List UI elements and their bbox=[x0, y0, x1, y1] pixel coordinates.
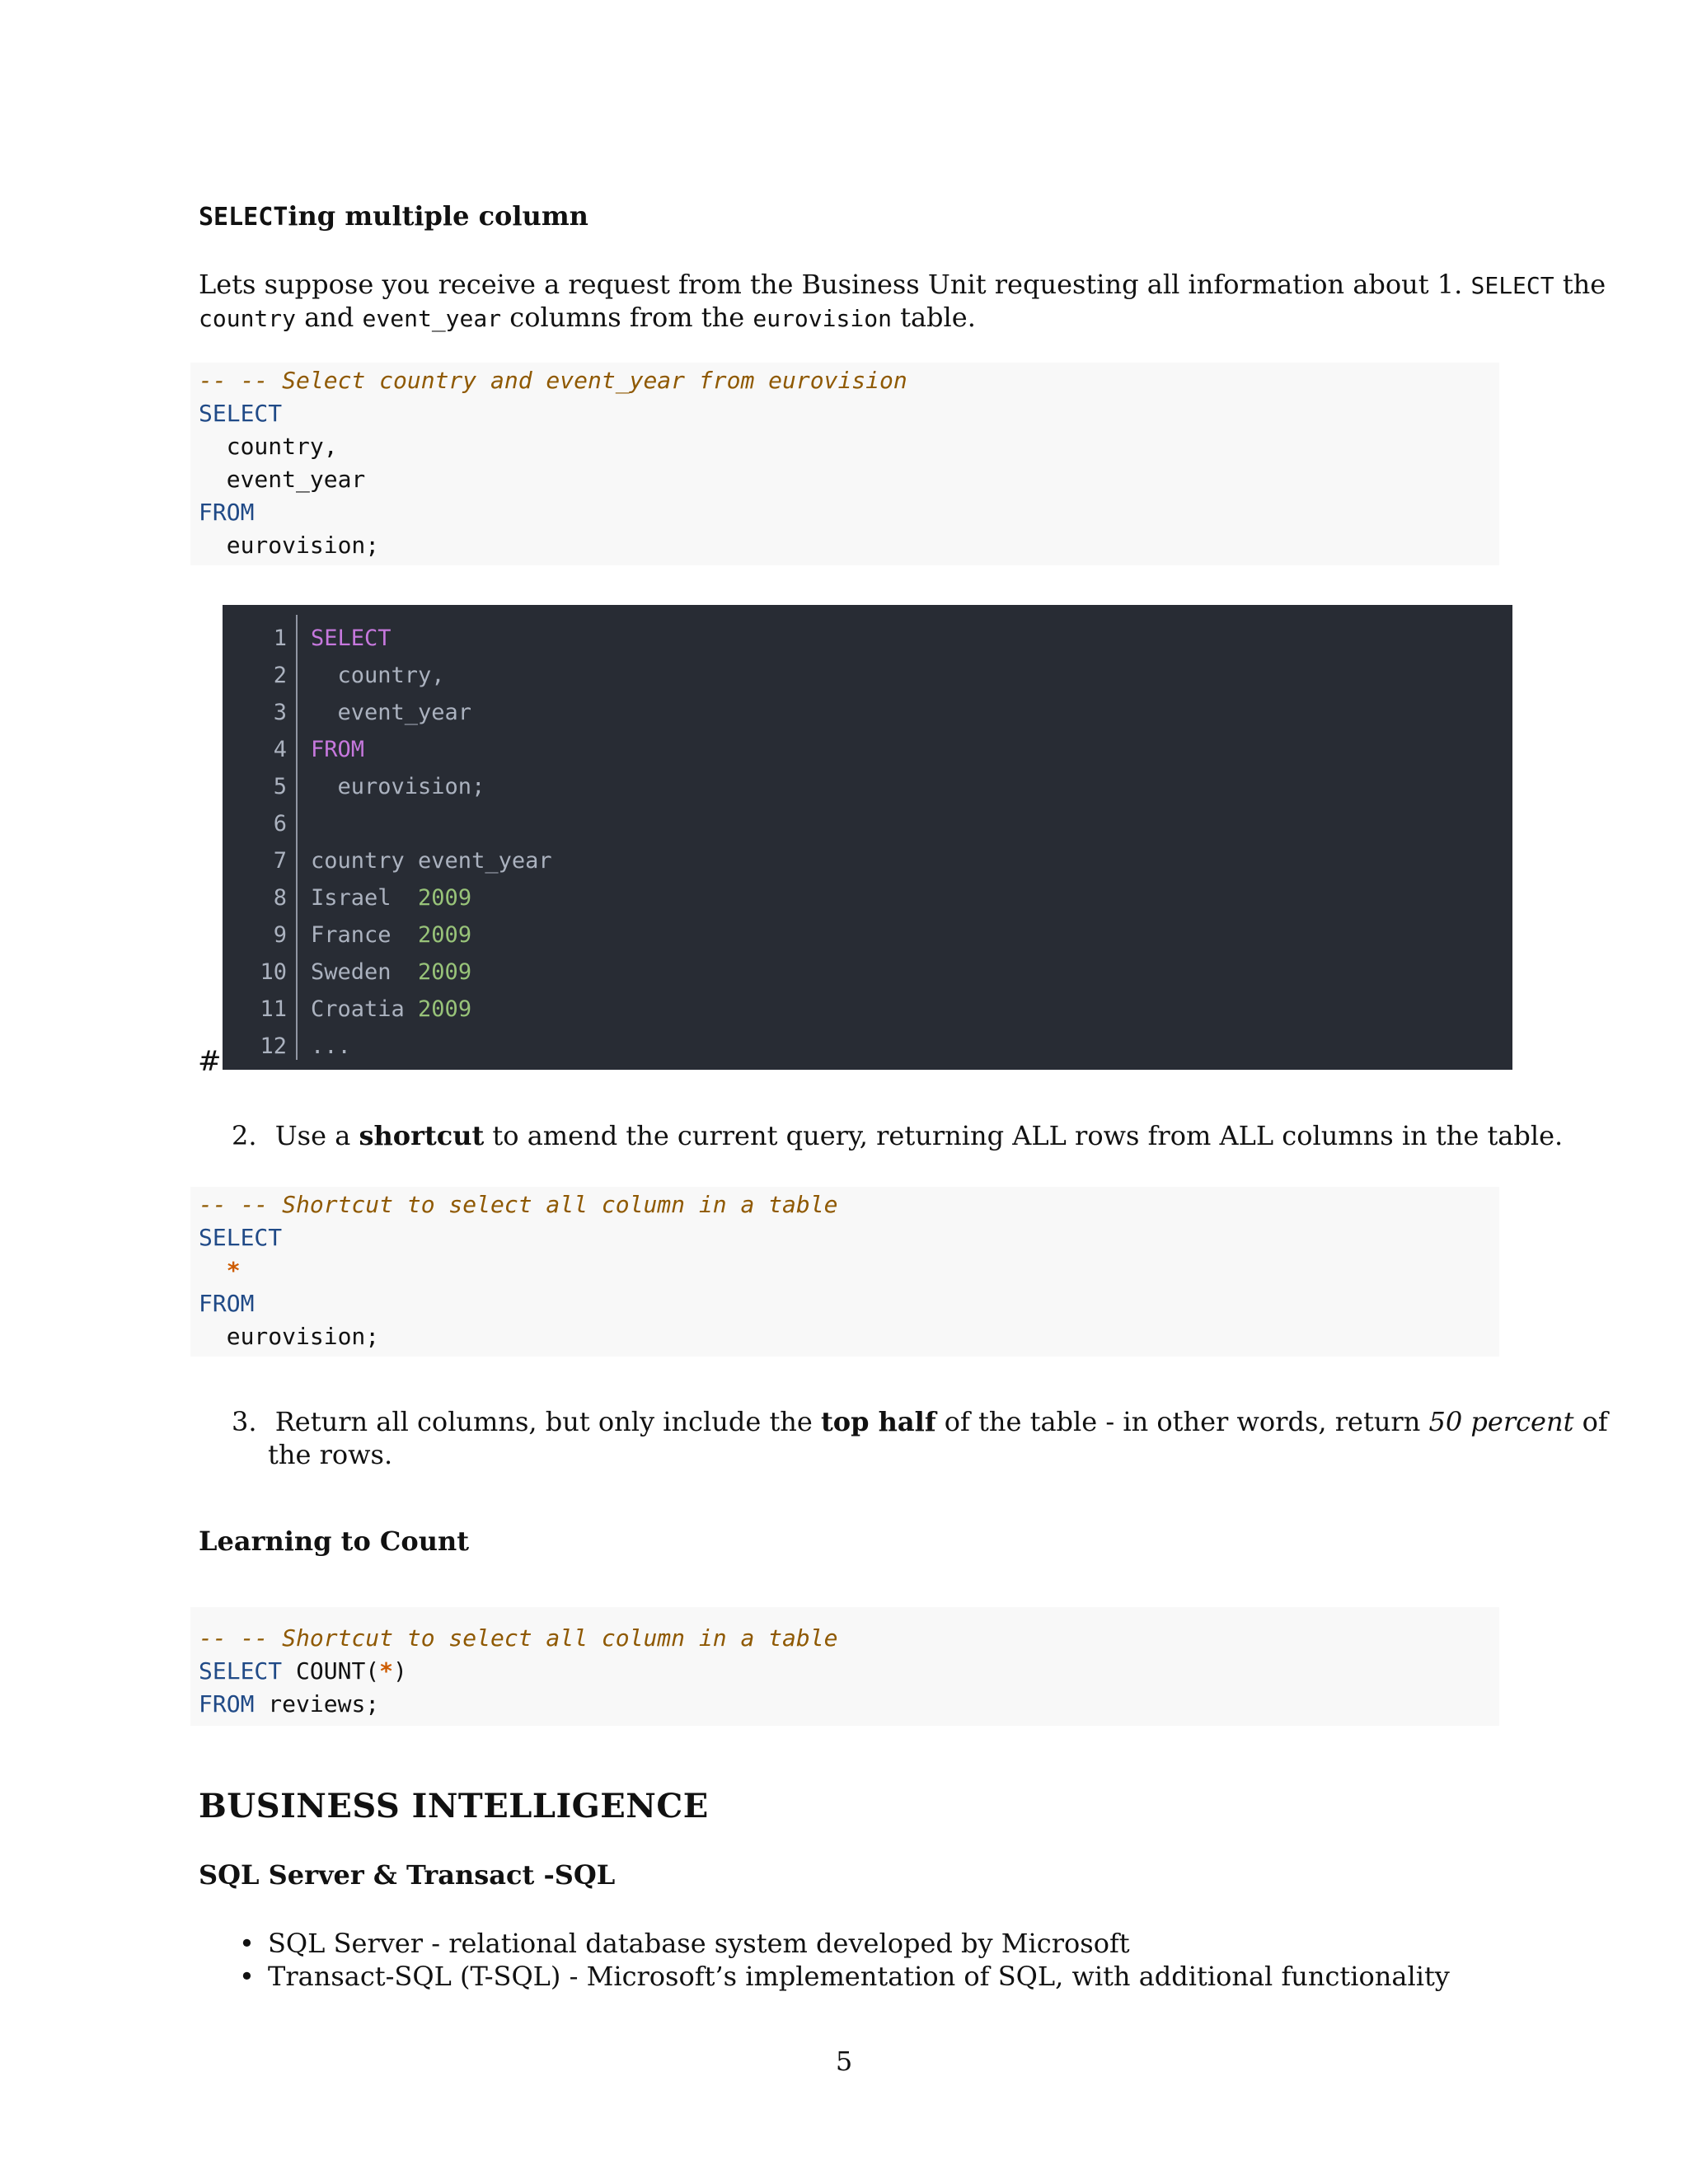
editor-line: event_year bbox=[311, 700, 472, 725]
result-row bbox=[311, 991, 552, 1028]
result-country: France bbox=[311, 922, 419, 948]
code-table-name: reviews; bbox=[254, 1690, 380, 1718]
intro-text: and bbox=[304, 302, 354, 333]
bullet-marker: • bbox=[239, 1961, 255, 1992]
list-text: Use a bbox=[274, 1120, 351, 1151]
line-number: 1 bbox=[273, 626, 287, 651]
editor-screenshot bbox=[223, 605, 1512, 1070]
code-operator-star: * bbox=[379, 1657, 394, 1685]
list-text: of bbox=[1582, 1406, 1608, 1437]
code-line: event_year bbox=[199, 466, 366, 493]
intro-text: the bbox=[1562, 269, 1606, 300]
result-country: Israel bbox=[311, 885, 419, 911]
section-heading-learning-to-count: Learning to Count bbox=[199, 1526, 470, 1557]
line-number: 9 bbox=[273, 922, 287, 948]
list-text: Return all columns, but only include the bbox=[274, 1406, 813, 1437]
list-text: of the table - in other words, return bbox=[944, 1406, 1421, 1437]
line-number: 4 bbox=[273, 737, 287, 762]
line-number: 3 bbox=[273, 700, 287, 725]
list-item-3-continuation: the rows. bbox=[268, 1439, 393, 1470]
code-line: eurovision; bbox=[199, 1323, 380, 1350]
result-row bbox=[311, 954, 552, 991]
list-bold-text: top half bbox=[821, 1406, 936, 1437]
line-number: 2 bbox=[273, 663, 287, 688]
line-number: 12 bbox=[260, 1033, 287, 1059]
code-keyword-from: FROM bbox=[199, 1290, 255, 1317]
list-item-3 bbox=[232, 1405, 1608, 1438]
code-block-count bbox=[190, 1607, 1499, 1726]
editor-keyword-select: SELECT bbox=[311, 626, 392, 651]
gutter-divider bbox=[296, 615, 298, 1060]
code-keyword-select: SELECT bbox=[199, 1224, 283, 1251]
line-number: 11 bbox=[260, 996, 287, 1022]
editor-blank-line bbox=[311, 805, 552, 842]
line-number: 5 bbox=[273, 774, 287, 799]
line-number-gutter bbox=[223, 620, 297, 1065]
result-year: 2009 bbox=[418, 959, 472, 985]
line-number: 10 bbox=[260, 959, 287, 985]
line-number: 8 bbox=[273, 885, 287, 911]
intro-code-event-year: event_year bbox=[362, 305, 502, 332]
list-number: 2. bbox=[232, 1120, 257, 1151]
line-number: 7 bbox=[273, 848, 287, 874]
result-row bbox=[311, 916, 552, 954]
result-row bbox=[311, 879, 552, 916]
result-country: Sweden bbox=[311, 959, 419, 985]
bullet-item: Transact-SQL (T-SQL) - Microsoft’s implementation of SQL, with additional functionality bbox=[268, 1961, 1450, 1992]
section-heading-business-intelligence: BUSINESS INTELLIGENCE bbox=[199, 1787, 709, 1825]
result-country: Croatia bbox=[311, 996, 419, 1022]
result-year: 2009 bbox=[418, 885, 472, 911]
section-heading-selecting bbox=[199, 200, 588, 232]
intro-paragraph-line2 bbox=[199, 301, 976, 335]
list-italic-text: 50 percent bbox=[1428, 1406, 1574, 1437]
list-item-2 bbox=[232, 1119, 1563, 1152]
intro-text: columns from the bbox=[509, 302, 745, 333]
intro-code-select: SELECT bbox=[1470, 272, 1554, 299]
list-bold-text: shortcut bbox=[359, 1120, 485, 1151]
bullet-marker: • bbox=[239, 1928, 255, 1959]
code-keyword-select: SELECT bbox=[199, 400, 283, 427]
result-ellipsis: ... bbox=[311, 1033, 351, 1059]
code-keyword-from: FROM bbox=[199, 1690, 255, 1718]
code-block-select-columns bbox=[190, 363, 1499, 565]
editor-code bbox=[311, 620, 552, 1065]
bullet-item: SQL Server - relational database system developed by Microsoft bbox=[268, 1928, 1130, 1959]
code-function-count: COUNT( bbox=[282, 1657, 380, 1685]
list-number: 3. bbox=[232, 1406, 257, 1437]
subsection-heading-sql-server: SQL Server & Transact -SQL bbox=[199, 1859, 616, 1891]
editor-line: eurovision; bbox=[311, 774, 485, 799]
code-line-from bbox=[199, 1688, 1491, 1721]
heading-text: ing multiple column bbox=[288, 200, 588, 232]
result-header: country event_year bbox=[311, 848, 552, 874]
code-comment: -- -- Shortcut to select all column in a table bbox=[199, 1624, 838, 1652]
intro-paragraph-line1 bbox=[199, 268, 1606, 302]
code-keyword-select: SELECT bbox=[199, 1657, 283, 1685]
intro-code-eurovision: eurovision bbox=[753, 305, 892, 332]
editor-line: country, bbox=[311, 663, 445, 688]
editor-keyword-from: FROM bbox=[311, 737, 365, 762]
code-keyword-from: FROM bbox=[199, 499, 255, 526]
code-line: eurovision; bbox=[199, 532, 380, 559]
code-comment: -- -- Select country and event_year from eurovision bbox=[199, 367, 907, 394]
heading-code: SELECT bbox=[199, 203, 288, 232]
line-number: 6 bbox=[273, 811, 287, 837]
intro-text: Lets suppose you receive a request from the Business Unit requesting all information about 1. bbox=[199, 269, 1463, 300]
code-line: country, bbox=[199, 433, 338, 460]
intro-text: table. bbox=[900, 302, 976, 333]
page-number: 5 bbox=[835, 2046, 853, 2077]
code-block-select-all bbox=[190, 1187, 1499, 1357]
list-text: to amend the current query, returning ALL rows from ALL columns in the table. bbox=[492, 1120, 1564, 1151]
code-paren: ) bbox=[393, 1657, 407, 1685]
intro-code-country: country bbox=[199, 305, 297, 332]
stray-hash-symbol: # bbox=[198, 1045, 222, 1078]
result-year: 2009 bbox=[418, 922, 472, 948]
code-comment: -- -- Shortcut to select all column in a table bbox=[199, 1191, 838, 1218]
code-operator-star: * bbox=[199, 1257, 241, 1284]
result-year: 2009 bbox=[418, 996, 472, 1022]
code-line-select-count bbox=[199, 1655, 1491, 1688]
